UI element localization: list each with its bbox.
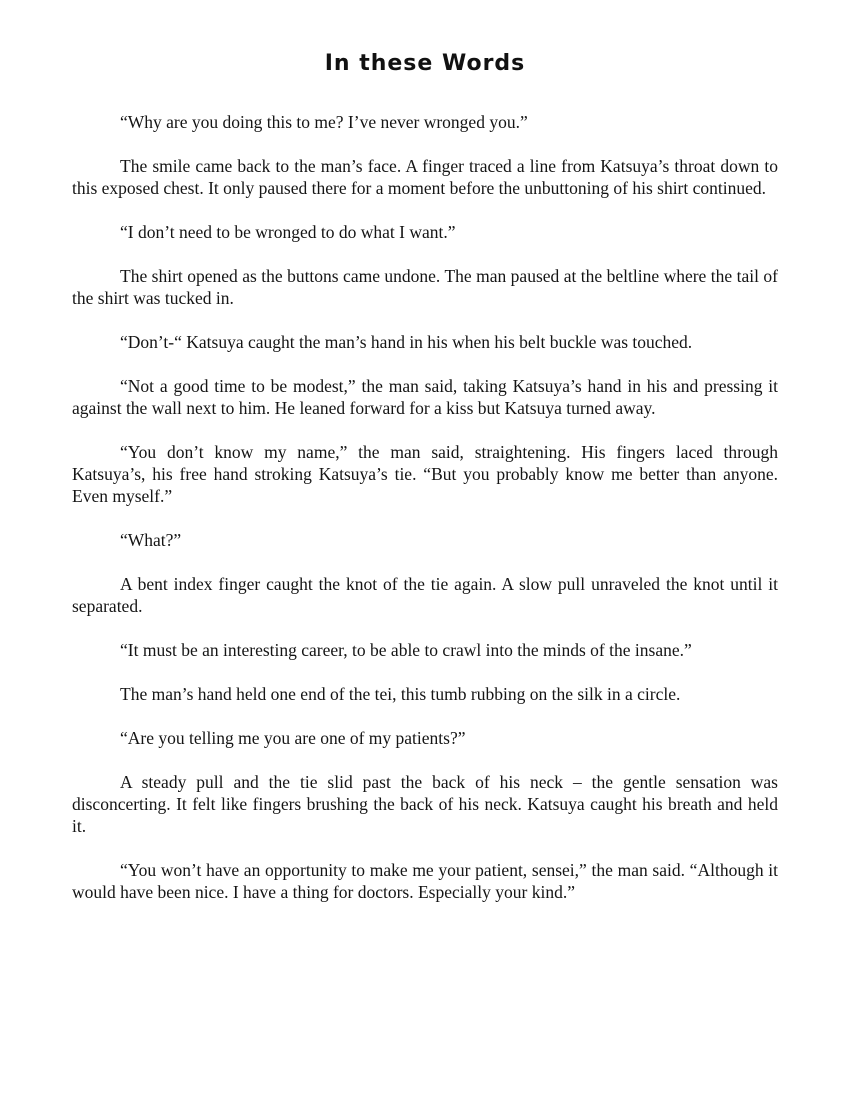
paragraph: The man’s hand held one end of the tei, this tumb rubbing on the silk in a circle.	[120, 684, 681, 704]
paragraph: “What?”	[120, 530, 182, 550]
paragraph: The shirt opened as the buttons came undone. The man paused at the beltline where the tail of the shirt was tucked in.	[72, 266, 778, 308]
paragraph: “I don’t need to be wronged to do what I want.”	[120, 222, 456, 242]
paragraph: “Are you telling me you are one of my patients?”	[120, 728, 466, 748]
story-body	[72, 111, 778, 903]
paragraph: “It must be an interesting career, to be able to crawl into the minds of the insane.”	[120, 640, 692, 660]
paragraph: A steady pull and the tie slid past the back of his neck – the gentle sensation was disconcerting. It felt like fingers brushing the back of his neck. Katsuya caught his breath and held it.	[72, 772, 778, 836]
paragraph: “Not a good time to be modest,” the man said, taking Katsuya’s hand in his and pressing it against the wall next to him. He leaned forward for a kiss but Katsuya turned away.	[72, 376, 778, 418]
paragraph: “Don’t-“ Katsuya caught the man’s hand in his when his belt buckle was touched.	[120, 332, 693, 352]
paragraph: “Why are you doing this to me? I’ve never wronged you.”	[120, 112, 528, 132]
paragraph: “You won’t have an opportunity to make me your patient, sensei,” the man said. “Although it would have been nice. I have a thing for doctors. Especially your kind.”	[72, 860, 778, 902]
paragraph: “You don’t know my name,” the man said, straightening. His fingers laced through Katsuya’s, his free hand stroking Katsuya’s tie. “But you probably know me better than anyone. Even myself.”	[72, 442, 778, 506]
page-title: In these Words	[324, 51, 526, 76]
paragraph: A bent index finger caught the knot of the tie again. A slow pull unraveled the knot until it separated.	[72, 574, 778, 616]
paragraph: The smile came back to the man’s face. A finger traced a line from Katsuya’s throat down to this exposed chest. It only paused there for a moment before the unbuttoning of his shirt continued.	[72, 156, 778, 198]
